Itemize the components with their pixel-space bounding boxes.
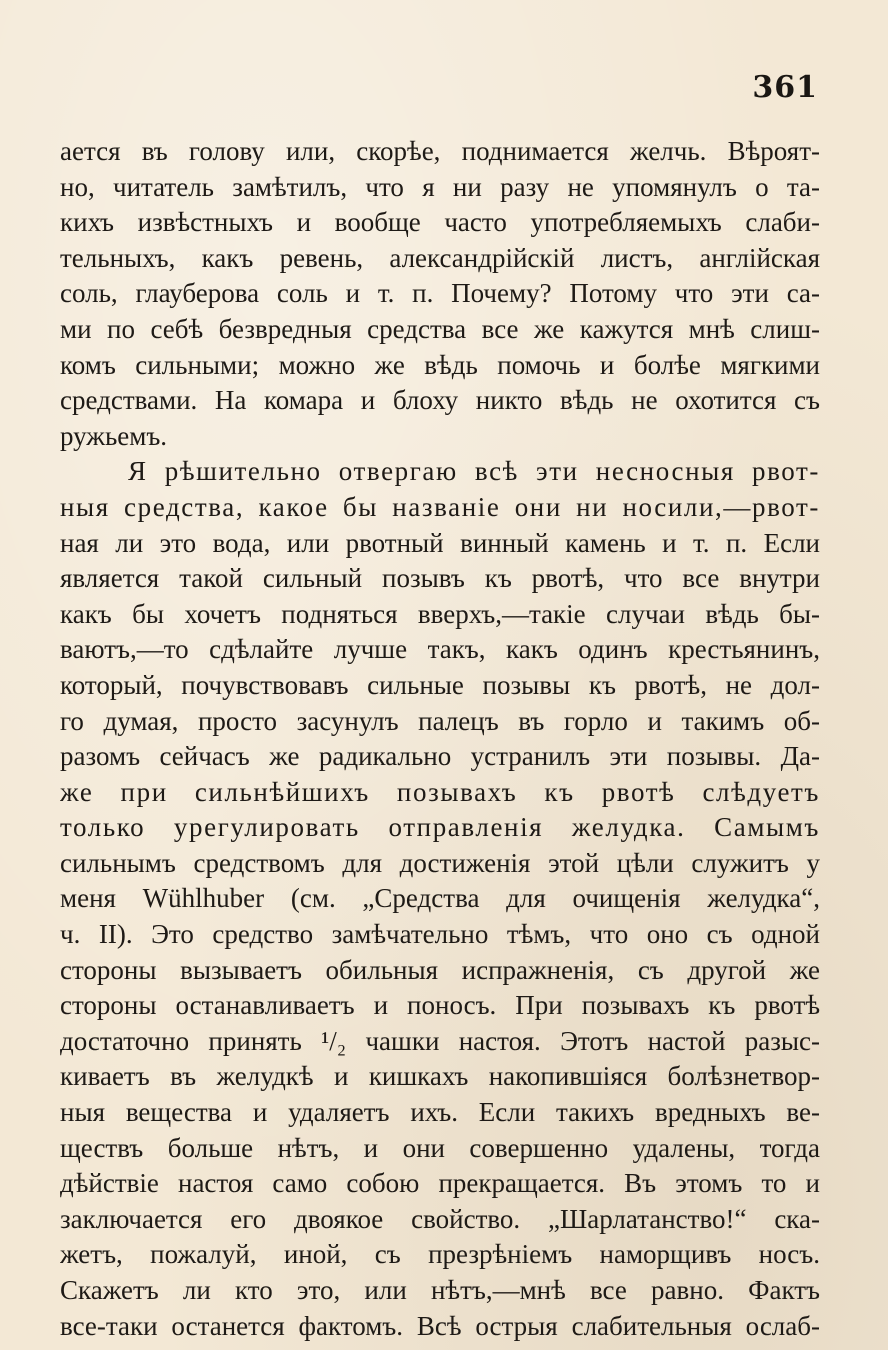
text-line: ныя средства, какое бы названіе они ни носили,—рвот- [60, 491, 820, 522]
text-line: ч. II). Это средство замѣчательно тѣмъ, что оно съ одной [60, 919, 820, 950]
text-line: только урегулировать отправленія желудка. Самымъ [60, 812, 820, 843]
text-line: жетъ, пожалуй, иной, съ презрѣніемъ наморщивъ носъ. [60, 1239, 820, 1270]
body-text [60, 134, 820, 1344]
page-number: 361 [752, 70, 818, 105]
text-line: разомъ сейчасъ же радикально устранилъ эти позывы. Да- [60, 741, 820, 772]
paragraph-end-line: ружьемъ. [60, 420, 168, 451]
text-line: стороны останавливаетъ и поносъ. При позывахъ къ рвотѣ [60, 990, 820, 1021]
text-line: заключается его двоякое свойство. „Шарлатанство!“ ска- [60, 1203, 820, 1234]
text-line: ми по себѣ безвредныя средства все же кажутся мнѣ слиш- [60, 313, 820, 344]
text-line: стороны вызываетъ обильныя испражненія, съ другой же [60, 954, 820, 985]
text-line: Скажетъ ли кто это, или нѣтъ,—мнѣ все равно. Фактъ [60, 1275, 820, 1305]
text-line: все-таки останется фактомъ. Всѣ острыя слабительныя ослаб- [60, 1310, 820, 1341]
text-line: меня Wühlhuber (см. „Средства для очищенія желудка“, [60, 883, 820, 914]
text-line: достаточно принять ¹/₂ чашки настоя. Этотъ настой разыс- [60, 1025, 820, 1056]
text-line: сильнымъ средствомъ для достиженія этой цѣли служитъ у [60, 847, 820, 878]
text-line: ается въ голову или, скорѣе, поднимается желчь. Вѣроят- [60, 136, 820, 166]
text-line: соль, глауберова соль и т. п. Почему? Потому что эти са- [60, 278, 820, 309]
text-line: кихъ извѣстныхъ и вообще часто употребляемыхъ слаби- [60, 207, 820, 238]
text-line: же при сильнѣйшихъ позывахъ къ рвотѣ слѣдуетъ [60, 776, 820, 807]
text-line: который, почувствовавъ сильные позывы къ рвотѣ, не дол- [60, 669, 820, 700]
text-line: средствами. На комара и блоху никто вѣдь не охотится съ [60, 385, 820, 416]
text-line: является такой сильный позывъ къ рвотѣ, что все внутри [60, 563, 820, 594]
text-line: ныя вещества и удаляетъ ихъ. Если такихъ вредныхъ ве- [60, 1097, 820, 1128]
text-line: киваетъ въ желудкѣ и кишкахъ накопившіяся болѣзнетвор- [60, 1061, 820, 1092]
paragraph-start-line: Я рѣшительно отвергаю всѣ эти несносныя рвот- [128, 456, 820, 487]
text-line: дѣйствіе настоя само собою прекращается. Въ этомъ то и [60, 1168, 820, 1199]
text-line: ваютъ,—то сдѣлайте лучше такъ, какъ одинъ крестьянинъ, [60, 634, 820, 665]
text-line: го думая, просто засунулъ палецъ въ горло и такимъ об- [60, 705, 820, 736]
text-line: тельныхъ, какъ ревень, александрійскій листъ, англійская [60, 242, 820, 273]
text-line: ществъ больше нѣтъ, и они совершенно удалены, тогда [60, 1132, 820, 1163]
text-line: какъ бы хочетъ подняться вверхъ,—такіе случаи вѣдь бы- [60, 598, 820, 629]
text-line: ная ли это вода, или рвотный винный камень и т. п. Если [60, 527, 820, 558]
text-line: но, читатель замѣтилъ, что я ни разу не упомянулъ о та- [60, 171, 820, 202]
text-line: комъ сильными; можно же вѣдь помочь и болѣе мягкими [60, 349, 820, 380]
